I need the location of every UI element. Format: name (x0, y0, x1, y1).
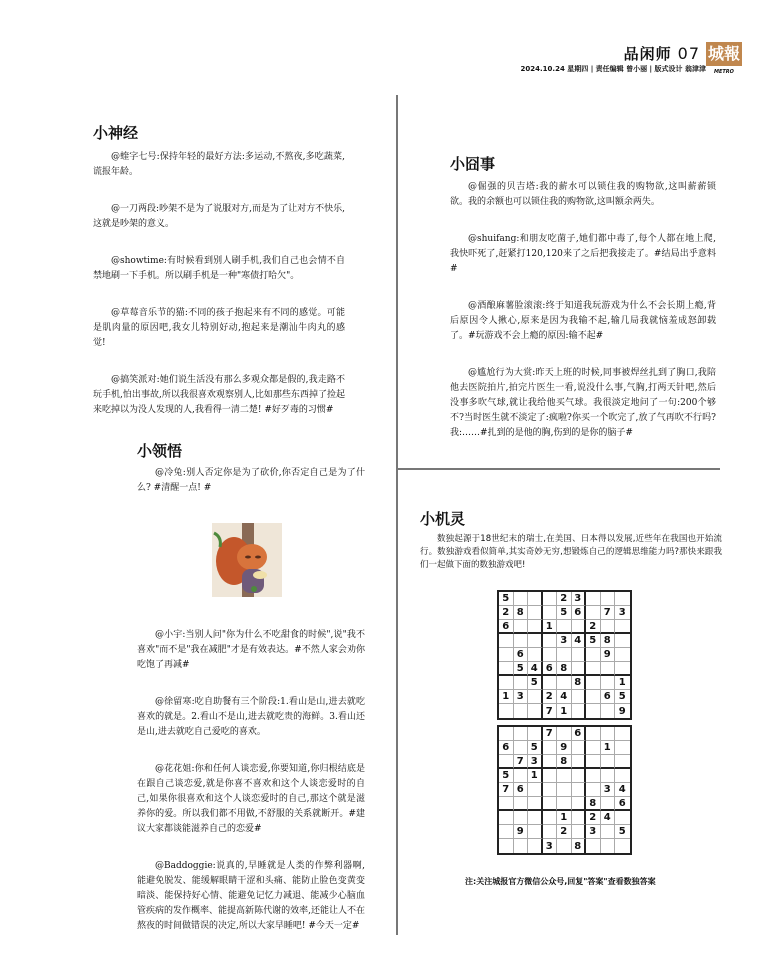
sudoku-empty-cell (615, 839, 630, 853)
sudoku-empty-cell (572, 825, 587, 839)
sudoku-empty-cell (572, 755, 587, 769)
sudoku-empty-cell (528, 797, 543, 811)
sudoku-empty-cell (543, 648, 558, 662)
sudoku-empty-cell (543, 741, 558, 755)
sudoku-empty-cell (615, 727, 630, 741)
sudoku-given-cell: 4 (615, 783, 630, 797)
sudoku-empty-cell (499, 825, 514, 839)
sudoku-empty-cell (528, 690, 543, 704)
post: @冷兔:别人否定你是为了砍价,你否定自己是为了什么? #清醒一点! # (137, 468, 365, 493)
sudoku-empty-cell (557, 727, 572, 741)
sudoku-empty-cell (528, 783, 543, 797)
section-xiaolingwu-bottom (137, 628, 365, 934)
sudoku-given-cell: 1 (528, 769, 543, 783)
sudoku-empty-cell (528, 839, 543, 853)
squirrel-illustration (212, 523, 282, 597)
sudoku-empty-cell (514, 839, 529, 853)
sudoku-empty-cell (601, 825, 616, 839)
sudoku-empty-cell (572, 797, 587, 811)
sudoku-empty-cell (528, 648, 543, 662)
sudoku-empty-cell (615, 811, 630, 825)
sudoku-empty-cell (543, 825, 558, 839)
sudoku-given-cell: 5 (586, 634, 601, 648)
sudoku-empty-cell (615, 648, 630, 662)
sudoku-empty-cell (586, 606, 601, 620)
sudoku-empty-cell (528, 606, 543, 620)
sudoku-given-cell: 1 (557, 704, 572, 718)
sudoku-given-cell: 3 (572, 592, 587, 606)
sudoku-given-cell: 8 (572, 839, 587, 853)
sudoku-given-cell: 2 (543, 690, 558, 704)
sudoku-empty-cell (514, 741, 529, 755)
section-title-xiaolingwu: 小领悟 (137, 442, 183, 460)
section-title-xiaoshenjing: 小神经 (93, 124, 139, 142)
sudoku-empty-cell (572, 620, 587, 634)
sudoku-given-cell: 2 (586, 620, 601, 634)
sudoku-given-cell: 5 (557, 606, 572, 620)
post: @草莓音乐节的猫:不同的孩子抱起来有不同的感觉。可能是肌肉量的原因吧,我女儿特别好动,抱起来是潮汕牛肉丸的感觉! (93, 308, 345, 348)
sudoku-empty-cell (514, 769, 529, 783)
sudoku-empty-cell (499, 727, 514, 741)
sudoku-given-cell: 1 (615, 676, 630, 690)
sudoku-empty-cell (543, 783, 558, 797)
sudoku-empty-cell (557, 797, 572, 811)
sudoku-empty-cell (586, 592, 601, 606)
sudoku-given-cell: 5 (499, 769, 514, 783)
post: @搞笑派对:她们说生活没有那么多观众都是假的,我走路不玩手机,怕出事故,所以我很喜欢观察别人,比如那些东西掉了捡起来吃掉以为没人发现的人,我看得一清二楚! #好歹毒的习惯# (93, 375, 345, 415)
sudoku-given-cell: 8 (572, 676, 587, 690)
sudoku-empty-cell (615, 741, 630, 755)
sudoku-given-cell: 2 (557, 825, 572, 839)
post: @Baddoggie:说真的,早睡就是人类的作弊利器啊,能避免脱发、能缓解眼睛干涩和头痛、能防止脸色变黄变暗淡、能保持好心情、能避免记忆力减退、能减少心脑血管疾病的发作概率、能提高新陈代谢的效率,还能让人不在熬夜的时间做错误的决定,所以大家早睡吧! #今天一定# (137, 861, 365, 931)
section-title-xiaojiling: 小机灵 (420, 510, 466, 528)
sudoku-empty-cell (601, 676, 616, 690)
logo-subtitle: METRO (714, 69, 734, 75)
post: @酒酿麻薯脸滚滚:终于知道我玩游戏为什么不会长期上瘾,背后原因令人揪心,原来是因为我输不起,输几局我就恼羞成怒卸载了。#玩游戏不会上瘾的原因:输不起# (450, 301, 716, 341)
sudoku-empty-cell (572, 690, 587, 704)
sudoku-given-cell: 5 (514, 662, 529, 676)
sudoku-given-cell: 6 (572, 606, 587, 620)
post: @shuifang:和朋友吃菌子,她们都中毒了,每个人都在地上爬,我快吓死了,赶紧打120,120来了之后把我接走了。#结局出乎意料# (450, 234, 716, 274)
sudoku-empty-cell (543, 769, 558, 783)
sudoku-empty-cell (543, 755, 558, 769)
sudoku-empty-cell (499, 662, 514, 676)
sudoku-empty-cell (615, 769, 630, 783)
sudoku-empty-cell (543, 676, 558, 690)
sudoku-empty-cell (557, 620, 572, 634)
sudoku-empty-cell (528, 825, 543, 839)
sudoku-empty-cell (601, 704, 616, 718)
sudoku-empty-cell (586, 741, 601, 755)
sudoku-empty-cell (514, 704, 529, 718)
sudoku-intro: 数独起源于18世纪末的瑞士,在美国、日本得以发展,近些年在我国也开始流行。数独游戏看似简单,其实奇妙无穷,想锻炼自己的逻辑思维能力吗?那快来跟我们一起做下面的数独游戏吧! (420, 534, 722, 570)
sudoku-empty-cell (543, 811, 558, 825)
sudoku-empty-cell (499, 755, 514, 769)
sudoku-given-cell: 7 (499, 783, 514, 797)
sudoku-empty-cell (586, 769, 601, 783)
sudoku-empty-cell (528, 592, 543, 606)
sudoku-empty-cell (528, 727, 543, 741)
sudoku-empty-cell (615, 620, 630, 634)
sudoku-empty-cell (543, 634, 558, 648)
post: @徐留寒:吃自助餐有三个阶段:1.看山是山,进去就吃喜欢的就是。2.看山不是山,进去就吃贵的海鲜。3.看山还是山,进去就吃自己爱吃的喜欢。 (137, 697, 365, 737)
sudoku-given-cell: 7 (543, 727, 558, 741)
sudoku-empty-cell (586, 704, 601, 718)
sudoku-empty-cell (586, 755, 601, 769)
sudoku-empty-cell (557, 648, 572, 662)
sudoku-given-cell: 2 (499, 606, 514, 620)
sudoku-empty-cell (499, 634, 514, 648)
sudoku-grid-1 (497, 590, 632, 720)
sudoku-given-cell: 7 (514, 755, 529, 769)
sudoku-empty-cell (586, 690, 601, 704)
sudoku-empty-cell (499, 704, 514, 718)
sudoku-empty-cell (543, 592, 558, 606)
sudoku-given-cell: 3 (601, 783, 616, 797)
sudoku-empty-cell (615, 592, 630, 606)
sudoku-empty-cell (586, 676, 601, 690)
sudoku-given-cell: 4 (557, 690, 572, 704)
sudoku-given-cell: 3 (615, 606, 630, 620)
sudoku-empty-cell (528, 704, 543, 718)
sudoku-empty-cell (601, 727, 616, 741)
sudoku-given-cell: 6 (499, 741, 514, 755)
sudoku-empty-cell (601, 592, 616, 606)
section-name: 品闲师 (623, 45, 672, 63)
sudoku-empty-cell (514, 797, 529, 811)
newspaper-logo: 城報 (706, 42, 742, 66)
post: @倔强的贝吉塔:我的薪水可以锁住我的购物欲,这叫薪薪锁欲。我的余额也可以锁住我的购物欲,这叫额余两失。 (450, 182, 716, 207)
sudoku-empty-cell (543, 797, 558, 811)
section-title-xiaojiongshi: 小囧事 (450, 155, 496, 173)
section-xiaojiongshi (450, 180, 716, 441)
sudoku-empty-cell (615, 755, 630, 769)
sudoku-given-cell: 4 (528, 662, 543, 676)
sudoku-intro-wrap (420, 533, 722, 572)
sudoku-empty-cell (572, 648, 587, 662)
sudoku-given-cell: 1 (601, 741, 616, 755)
sudoku-empty-cell (572, 783, 587, 797)
sudoku-empty-cell (528, 634, 543, 648)
sudoku-empty-cell (572, 704, 587, 718)
sudoku-empty-cell (586, 727, 601, 741)
sudoku-given-cell: 3 (528, 755, 543, 769)
sudoku-given-cell: 6 (514, 648, 529, 662)
sudoku-empty-cell (586, 662, 601, 676)
sudoku-given-cell: 8 (601, 634, 616, 648)
sudoku-empty-cell (572, 769, 587, 783)
sudoku-given-cell: 9 (618, 705, 626, 717)
sudoku-empty-cell (615, 662, 630, 676)
post: @一刀两段:吵架不是为了说服对方,而是为了让对方不快乐,这就是吵架的意义。 (93, 204, 345, 229)
sudoku-given-cell: 9 (557, 741, 572, 755)
sudoku-given-cell: 7 (543, 704, 558, 718)
sudoku-empty-cell (557, 676, 572, 690)
sudoku-empty-cell (514, 592, 529, 606)
sudoku-given-cell: 3 (586, 825, 601, 839)
sudoku-given-cell: 3 (543, 839, 558, 853)
sudoku-given-cell: 1 (499, 690, 514, 704)
sudoku-empty-cell (514, 727, 529, 741)
sudoku-empty-cell (499, 811, 514, 825)
sudoku-empty-cell (601, 662, 616, 676)
sudoku-given-cell: 6 (543, 662, 558, 676)
sudoku-given-cell: 6 (601, 690, 616, 704)
post: @蝰字七号:保持年轻的最好方法:多运动,不熬夜,多吃蔬菜,谎报年龄。 (93, 152, 345, 177)
sudoku-given-cell: 4 (572, 634, 587, 648)
page-number: 07 (677, 44, 700, 63)
sudoku-empty-cell (499, 676, 514, 690)
sudoku-empty-cell (572, 662, 587, 676)
sudoku-empty-cell (586, 839, 601, 853)
sudoku-given-cell: 6 (499, 620, 514, 634)
answer-note: 注:关注城报官方微信公众号,回复"答案"查看数独答案 (465, 877, 656, 886)
sudoku-given-cell: 8 (557, 662, 572, 676)
sudoku-empty-cell (601, 755, 616, 769)
issue-meta: 2024.10.24 星期四 | 责任编辑 曾小丽 | 版式设计 翁津津 (520, 65, 706, 73)
sudoku-given-cell: 8 (514, 606, 529, 620)
sudoku-given-cell: 2 (557, 592, 572, 606)
sudoku-empty-cell (557, 839, 572, 853)
sudoku-empty-cell (543, 606, 558, 620)
sudoku-given-cell: 3 (557, 634, 572, 648)
sudoku-empty-cell (601, 620, 616, 634)
sudoku-empty-cell (586, 648, 601, 662)
sudoku-empty-cell (499, 648, 514, 662)
sudoku-given-cell: 6 (615, 797, 630, 811)
masthead-title (624, 43, 700, 64)
sudoku-given-cell: 2 (586, 811, 601, 825)
section-xiaoshenjing (93, 150, 345, 418)
sudoku-given-cell: 4 (601, 811, 616, 825)
column-divider (396, 95, 398, 935)
sudoku-empty-cell (499, 839, 514, 853)
sudoku-empty-cell (514, 634, 529, 648)
sudoku-empty-cell (557, 769, 572, 783)
sudoku-empty-cell (557, 783, 572, 797)
post: @小宇:当别人问"你为什么不吃甜食的时候",说"我不喜欢"而不是"我在减肥"才是有效表达。#不然人家会劝你吃饱了再减# (137, 630, 365, 670)
sudoku-empty-cell (586, 783, 601, 797)
sudoku-given-cell: 5 (615, 825, 630, 839)
sudoku-given-cell: 8 (586, 797, 601, 811)
sudoku-given-cell: 5 (528, 741, 543, 755)
sudoku-given-cell: 9 (514, 825, 529, 839)
sudoku-grid-2 (497, 725, 632, 855)
post: @showtime:有时候看到别人刷手机,我们自己也会情不自禁地刷一下手机。所以刷手机是一种"寒债打哈欠"。 (93, 256, 345, 281)
post: @花花姐:你和任何人谈恋爱,你要知道,你归根结底是在跟自己谈恋爱,就是你喜不喜欢和这个人谈恋爱时的自己,如果你很喜欢和这个人谈恋爱时的自己,那这个就是滋养你的爱。所以我们都不用做,不舒服的关系就断开。#建议大家都谈能滋养自己的恋爱# (137, 764, 365, 834)
sudoku-given-cell: 3 (514, 690, 529, 704)
sudoku-given-cell: 5 (499, 592, 514, 606)
post: @尴尬行为大赏:昨天上班的时候,同事被焊丝扎到了胸口,我陪他去医院拍片,拍完片医生一看,说没什么事,气胸,打两天针吧,然后没事多吹气球,就让我给他买气球。我很淡定地问了一句:200个够不?当时医生就不淡定了:疯啦?你买一个吹完了,放了气再吹不行吗?我:……#扎到的是他的胸,伤到的是你的脑子# (450, 368, 716, 438)
sudoku-given-cell: 9 (601, 648, 616, 662)
sudoku-given-cell: 5 (528, 676, 543, 690)
sudoku-empty-cell (514, 620, 529, 634)
sudoku-given-cell: 1 (543, 620, 558, 634)
sudoku-given-cell: 6 (572, 727, 587, 741)
sudoku-empty-cell (572, 741, 587, 755)
sudoku-given-cell: 8 (557, 755, 572, 769)
sudoku-empty-cell (615, 634, 630, 648)
sudoku-empty-cell (572, 811, 587, 825)
sudoku-empty-cell (514, 676, 529, 690)
section-xiaolingwu-top (137, 466, 365, 496)
sudoku-empty-cell (514, 811, 529, 825)
section-divider (397, 468, 720, 470)
sudoku-empty-cell (528, 811, 543, 825)
sudoku-empty-cell (528, 620, 543, 634)
sudoku-empty-cell (499, 797, 514, 811)
sudoku-given-cell: 5 (615, 690, 630, 704)
sudoku-given-cell: 1 (557, 811, 572, 825)
sudoku-given-cell: 7 (601, 606, 616, 620)
sudoku-given-cell: 6 (514, 783, 529, 797)
sudoku-empty-cell (601, 839, 616, 853)
sudoku-empty-cell (601, 797, 616, 811)
sudoku-empty-cell (601, 769, 616, 783)
